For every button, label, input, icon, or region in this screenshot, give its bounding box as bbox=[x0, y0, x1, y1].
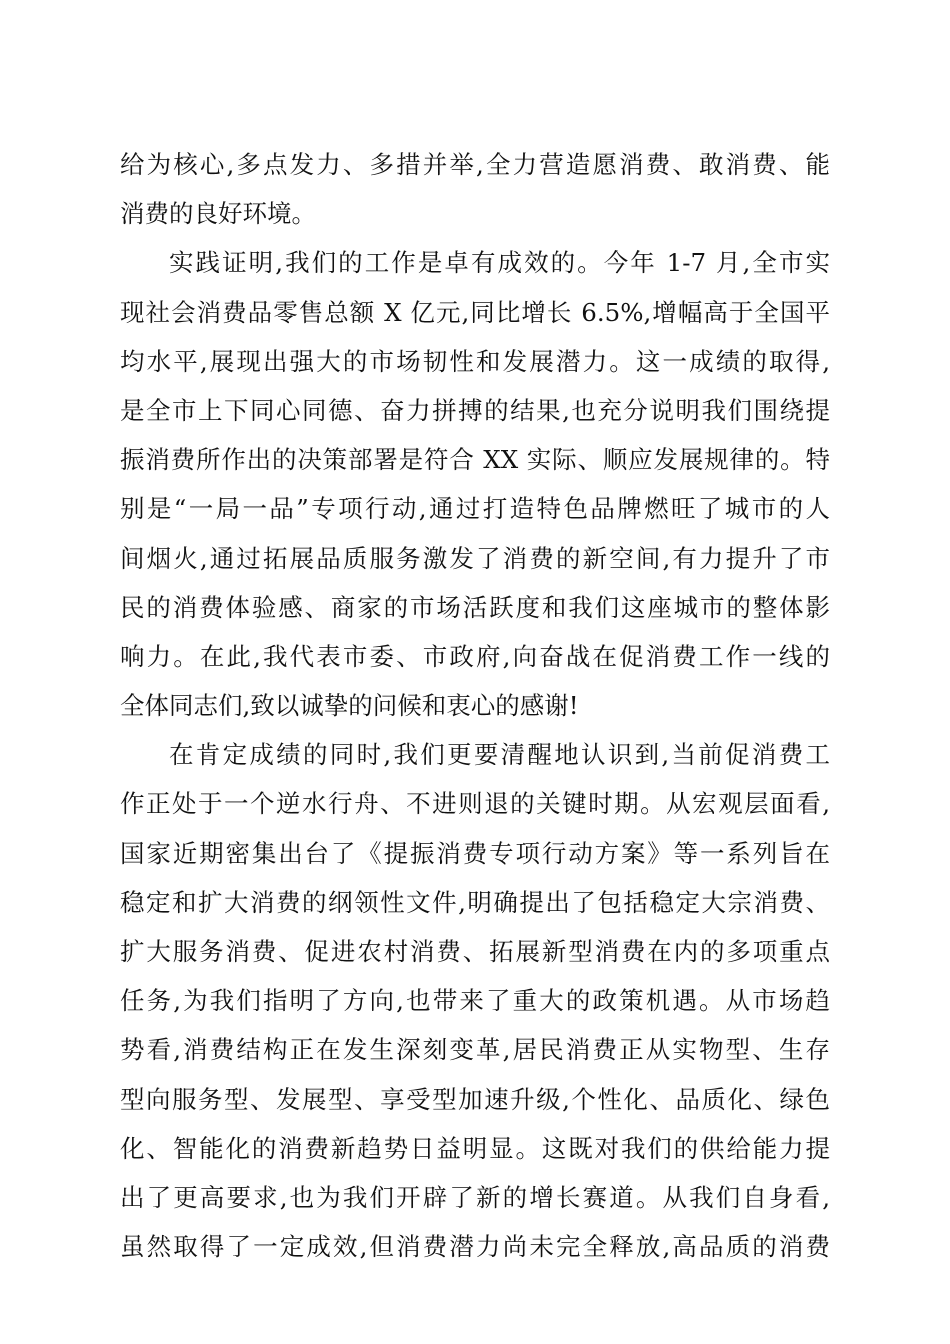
body-text bbox=[120, 140, 830, 1271]
paragraph-first-line: 实践证明,我们的工作是卓有成效的。今年 1-7 月,全市实 bbox=[169, 248, 830, 278]
text-line: 稳定和扩大消费的纲领性文件,明确提出了包括稳定大宗消费、 bbox=[120, 887, 830, 917]
text-line: 均水平,展现出强大的市场韧性和发展潜力。这一成绩的取得, bbox=[120, 346, 830, 376]
text-line: 势看,消费结构正在发生深刻变革,居民消费正从实物型、生存 bbox=[120, 1035, 830, 1065]
text-line: 给为核心,多点发力、多措并举,全力营造愿消费、敢消费、能 bbox=[120, 150, 830, 179]
text-line: 振消费所作出的决策部署是符合 XX 实际、顺应发展规律的。特 bbox=[120, 445, 830, 475]
text-line: 别是“一局一品”专项行动,通过打造特色品牌燃旺了城市的人 bbox=[120, 494, 830, 524]
text-line: 化、智能化的消费新趋势日益明显。这既对我们的供给能力提 bbox=[120, 1133, 830, 1163]
text-line: 间烟火,通过拓展品质服务激发了消费的新空间,有力提升了市 bbox=[120, 543, 830, 573]
text-line: 出了更高要求,也为我们开辟了新的增长赛道。从我们自身看, bbox=[120, 1182, 830, 1212]
text-line: 响力。在此,我代表市委、市政府,向奋战在促消费工作一线的 bbox=[120, 641, 830, 671]
text-line: 任务,为我们指明了方向,也带来了重大的政策机遇。从市场趋 bbox=[120, 986, 830, 1016]
text-line: 民的消费体验感、商家的市场活跃度和我们这座城市的整体影 bbox=[120, 592, 830, 622]
text-line: 型向服务型、发展型、享受型加速升级,个性化、品质化、绿色 bbox=[120, 1084, 830, 1114]
text-line: 扩大服务消费、促进农村消费、拓展新型消费在内的多项重点 bbox=[120, 937, 830, 966]
text-line: 作正处于一个逆水行舟、不进则退的关键时期。从宏观层面看, bbox=[120, 789, 830, 819]
text-line: 全体同志们,致以诚挚的问候和衷心的感谢! bbox=[120, 691, 579, 721]
text-line: 消费的良好环境。 bbox=[120, 199, 316, 229]
text-line: 虽然取得了一定成效,但消费潜力尚未完全释放,高品质的消费 bbox=[120, 1232, 830, 1262]
text-line: 是全市上下同心同德、奋力拼搏的结果,也充分说明我们围绕提 bbox=[120, 395, 830, 425]
text-line: 现社会消费品零售总额 X 亿元,同比增长 6.5%,增幅高于全国平 bbox=[120, 297, 830, 327]
text-line: 国家近期密集出台了《提振消费专项行动方案》等一系列旨在 bbox=[120, 838, 830, 868]
paragraph-first-line: 在肯定成绩的同时,我们更要清醒地认识到,当前促消费工 bbox=[169, 740, 830, 770]
